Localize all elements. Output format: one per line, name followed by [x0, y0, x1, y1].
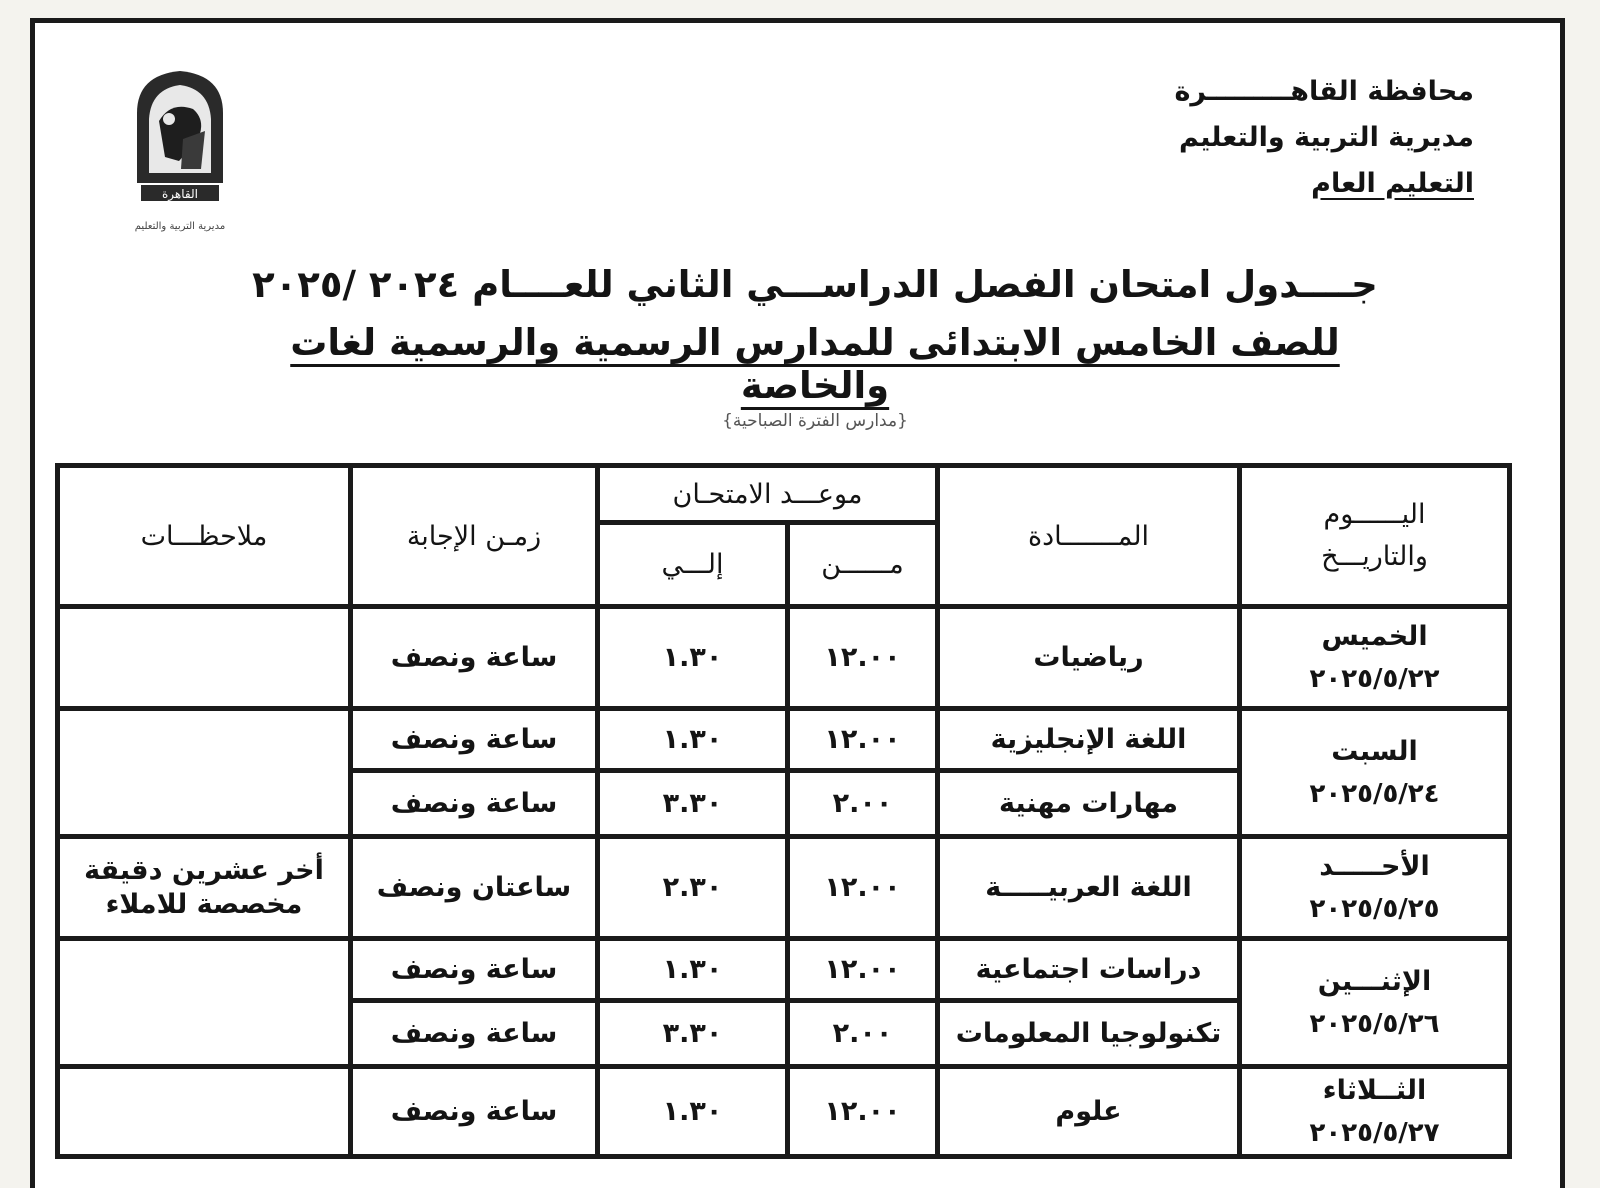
- department-label: التعليم العام: [1311, 168, 1474, 199]
- to-cell: ١.٣٠: [598, 607, 788, 709]
- directorate-logo-icon: [109, 61, 251, 247]
- duration-cell: ساعتان ونصف: [351, 837, 598, 939]
- subject-cell: رياضيات: [938, 607, 1240, 709]
- duration-cell: ساعة ونصف: [351, 607, 598, 709]
- from-cell: ١٢.٠٠: [788, 1067, 938, 1157]
- svg-text:القاهرة: القاهرة: [162, 187, 198, 201]
- header-to: إلـــي: [598, 523, 788, 607]
- header-exam-time: موعـــد الامتحـان: [598, 466, 938, 523]
- schedule-title: جــــدول امتحان الفصل الدراســـي الثاني للعــــام ٢٠٢٤ /٢٠٢٥: [252, 263, 1378, 306]
- duration-cell: ساعة ونصف: [351, 709, 598, 771]
- from-cell: ١٢.٠٠: [788, 837, 938, 939]
- header-subject: المـــــــادة: [938, 466, 1240, 607]
- subject-cell: مهارات مهنية: [938, 771, 1240, 837]
- table-row: [58, 837, 1510, 939]
- header-from: مــــــن: [788, 523, 938, 607]
- table-header-row: [58, 466, 1510, 523]
- notes-cell: [58, 607, 351, 709]
- subject-cell: دراسات اجتماعية: [938, 939, 1240, 1001]
- schedule-shift-label: {مدارس الفترة الصباحية}: [722, 411, 908, 431]
- to-cell: ٣.٣٠: [598, 771, 788, 837]
- notes-cell: أخر عشرين دقيقة مخصصة للاملاء: [58, 837, 351, 939]
- day-date-cell: الإثنـــين ٢٠٢٥/٥/٢٦: [1240, 939, 1510, 1067]
- to-cell: ١.٣٠: [598, 709, 788, 771]
- table-row: [58, 939, 1510, 1001]
- duration-cell: ساعة ونصف: [351, 939, 598, 1001]
- day-date-cell: السبت ٢٠٢٥/٥/٢٤: [1240, 709, 1510, 837]
- table-row: [58, 709, 1510, 771]
- from-cell: ١٢.٠٠: [788, 939, 938, 1001]
- notes-cell: [58, 709, 351, 837]
- from-cell: ٢.٠٠: [788, 771, 938, 837]
- subject-cell: اللغة الإنجليزية: [938, 709, 1240, 771]
- notes-cell: [58, 1067, 351, 1157]
- to-cell: ٢.٣٠: [598, 837, 788, 939]
- notes-cell: [58, 939, 351, 1067]
- from-cell: ٢.٠٠: [788, 1001, 938, 1067]
- subject-cell: تكنولوجيا المعلومات: [938, 1001, 1240, 1067]
- exam-schedule-page: [30, 18, 1565, 1188]
- directorate-label: مديرية التربية والتعليم: [1179, 122, 1474, 153]
- schedule-grade-line: للصف الخامس الابتدائى للمدارس الرسمية والرسمية لغات والخاصة: [290, 321, 1340, 407]
- header-day-date: اليــــــوم والتاريـــخ: [1240, 466, 1510, 607]
- issuing-authority: [1174, 69, 1474, 207]
- to-cell: ١.٣٠: [598, 939, 788, 1001]
- day-date-cell: الأحـــــد ٢٠٢٥/٥/٢٥: [1240, 837, 1510, 939]
- duration-cell: ساعة ونصف: [351, 1067, 598, 1157]
- duration-cell: ساعة ونصف: [351, 1001, 598, 1067]
- to-cell: ١.٣٠: [598, 1067, 788, 1157]
- subject-cell: اللغة العربيـــــة: [938, 837, 1240, 939]
- from-cell: ١٢.٠٠: [788, 709, 938, 771]
- day-date-cell: الثــلاثاء ٢٠٢٥/٥/٢٧: [1240, 1067, 1510, 1157]
- header-notes: ملاحظـــات: [58, 466, 351, 607]
- header-duration: زمـن الإجابة: [351, 466, 598, 607]
- day-date-cell: الخميس ٢٠٢٥/٥/٢٢: [1240, 607, 1510, 709]
- to-cell: ٣.٣٠: [598, 1001, 788, 1067]
- governorate-label: محافظة القاهـــــــــرة: [1174, 76, 1474, 107]
- from-cell: ١٢.٠٠: [788, 607, 938, 709]
- subject-cell: علوم: [938, 1067, 1240, 1157]
- exam-schedule-table: [55, 463, 1512, 1159]
- table-row: [58, 1067, 1510, 1157]
- table-row: [58, 607, 1510, 709]
- svg-text:مديرية التربية والتعليم: مديرية التربية والتعليم: [134, 221, 226, 232]
- duration-cell: ساعة ونصف: [351, 771, 598, 837]
